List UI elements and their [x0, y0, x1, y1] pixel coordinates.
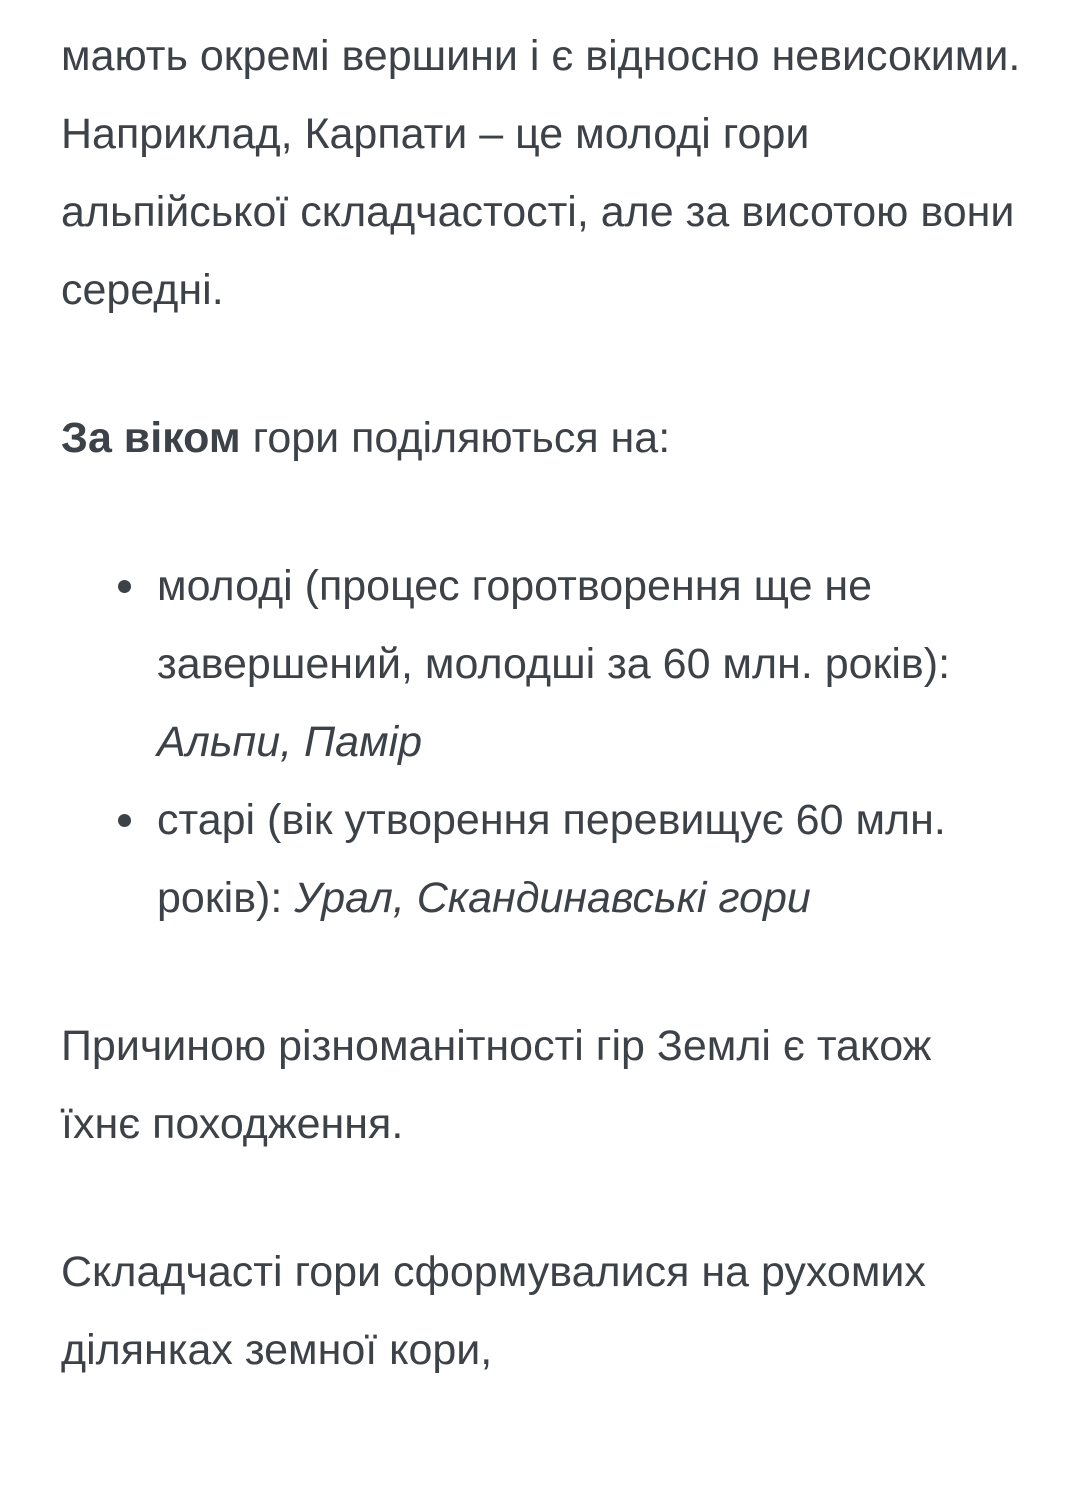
list-item — [157, 781, 1021, 937]
paragraph-mountain-heights: мають окремі вершини і є відносно невисокими. Наприклад, Карпати – це молоді гори альпійської складчастості, але за висотою вони середні. — [61, 32, 1021, 314]
bullet-icon — [118, 580, 131, 593]
article-body — [61, 0, 1021, 1389]
age-term-bold: За віком — [61, 414, 241, 462]
bullet-icon — [118, 814, 131, 827]
paragraph-age-intro — [61, 399, 1021, 477]
paragraph-fold-mountains: Складчасті гори сформувалися на рухомих ділянках земної кори, — [61, 1248, 926, 1374]
list-item-examples: Урал, Скандинавські гори — [294, 874, 811, 922]
paragraph-origin: Причиною різноманітності гір Землі є також їхнє походження. — [61, 1022, 932, 1148]
age-list — [61, 547, 1021, 937]
age-intro-text: гори поділяються на: — [240, 414, 671, 462]
list-item-examples: Альпи, Памір — [157, 718, 423, 766]
list-item — [157, 547, 1021, 781]
list-item-text: молоді (процес горотворення ще не завершений, молодші за 60 млн. років): — [157, 562, 951, 688]
list-item-text: старі (вік утворення перевищує 60 млн. років): — [157, 796, 946, 922]
